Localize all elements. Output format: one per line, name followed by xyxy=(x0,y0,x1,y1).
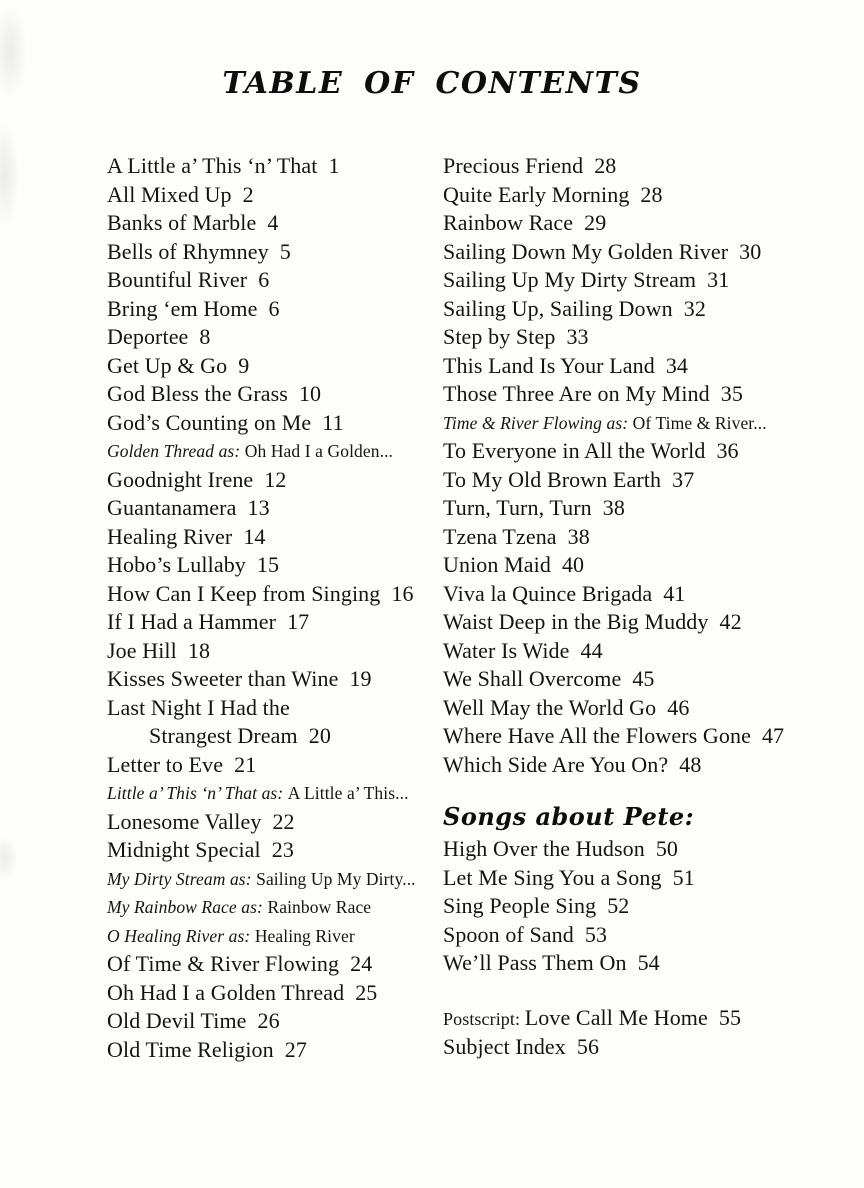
page-number: 51 xyxy=(672,864,695,890)
scan-smudge xyxy=(0,120,20,230)
song-title: Hobo’s Lullaby xyxy=(107,552,246,577)
page-number: 14 xyxy=(243,523,266,549)
page-number: 38 xyxy=(567,523,590,549)
page-number: 34 xyxy=(665,352,689,378)
page-number: 21 xyxy=(234,751,257,777)
toc-entry xyxy=(107,380,443,409)
song-title: Last Night I Had the xyxy=(107,694,290,720)
toc-entry xyxy=(107,181,443,210)
page-number: 11 xyxy=(322,409,344,435)
toc-entry xyxy=(107,950,443,979)
xref-source-title: My Rainbow Race as: xyxy=(107,897,268,917)
toc-entry xyxy=(443,352,795,381)
song-title: Tzena Tzena xyxy=(443,523,557,549)
page-number: 31 xyxy=(707,267,730,292)
page-number: 8 xyxy=(199,324,211,349)
page-number: 40 xyxy=(561,552,585,577)
page-number: 23 xyxy=(271,837,294,862)
toc-entry xyxy=(107,722,443,751)
song-title: To My Old Brown Earth xyxy=(443,466,662,492)
song-title: Old Time Religion xyxy=(107,1036,274,1062)
page-number: 6 xyxy=(268,295,280,321)
toc-entry xyxy=(443,523,795,552)
song-title: Joe Hill xyxy=(107,637,177,663)
page-number: 17 xyxy=(287,609,310,634)
song-title: Sailing Down My Golden River xyxy=(443,238,729,264)
song-title: Of Time & River Flowing xyxy=(107,951,340,976)
page-number: 12 xyxy=(264,466,287,492)
toc-column-right xyxy=(443,152,795,1064)
toc-entry xyxy=(107,836,443,865)
song-title: Turn, Turn, Turn xyxy=(443,495,592,520)
toc-entry xyxy=(107,152,443,181)
toc-columns xyxy=(107,152,795,1064)
song-title: Banks of Marble xyxy=(107,210,257,235)
toc-entry xyxy=(107,637,443,666)
page-number: 38 xyxy=(602,495,625,520)
song-title: Deportee xyxy=(107,324,189,349)
page-number: 16 xyxy=(391,580,414,606)
xref-source-title: Time & River Flowing as: xyxy=(443,412,633,433)
song-title: Love Call Me Home xyxy=(524,1004,708,1030)
xref-source-title: Golden Thread as: xyxy=(107,441,245,461)
page-number: 42 xyxy=(719,609,742,634)
page-number: 6 xyxy=(258,267,270,292)
song-title: Subject Index xyxy=(443,1034,566,1059)
xref-source-title: O Healing River as: xyxy=(107,925,255,946)
xref-source-title: Little a’ This ‘n’ That as: xyxy=(107,783,288,803)
song-title: Kisses Sweeter than Wine xyxy=(107,666,339,691)
page-number: 45 xyxy=(632,666,655,691)
toc-entry xyxy=(443,380,795,409)
page-number: 4 xyxy=(267,210,279,235)
toc-entry xyxy=(107,238,443,267)
toc-entry xyxy=(107,808,443,837)
page-number: 50 xyxy=(655,836,679,861)
page-number: 30 xyxy=(739,238,762,264)
toc-entry xyxy=(107,352,443,381)
page-number: 47 xyxy=(761,723,785,748)
toc-entry xyxy=(443,835,795,864)
xref-target-title: A Little a’ This... xyxy=(287,783,409,803)
toc-entry xyxy=(107,323,443,352)
toc-entry xyxy=(107,295,443,324)
section-heading: Songs about Pete: xyxy=(443,802,695,831)
song-title: Sailing Up My Dirty Stream xyxy=(443,267,697,292)
page-number: 19 xyxy=(349,666,372,691)
toc-entry xyxy=(107,409,443,438)
toc-entry xyxy=(443,665,795,694)
scan-smudge xyxy=(0,836,18,880)
song-title: Oh Had I a Golden Thread xyxy=(107,979,345,1005)
song-title: Viva la Quince Brigada xyxy=(443,580,653,606)
xref-target-title: Sailing Up My Dirty... xyxy=(256,868,416,889)
song-title: God Bless the Grass xyxy=(107,381,288,406)
toc-entry xyxy=(443,580,795,609)
toc-column-left xyxy=(107,152,443,1064)
song-title: Well May the World Go xyxy=(443,694,657,720)
page-number: 48 xyxy=(679,751,702,777)
toc-entry xyxy=(443,551,795,580)
song-title: Bountiful River xyxy=(107,267,248,292)
song-title: Letter to Eve xyxy=(107,751,224,777)
page-number: 5 xyxy=(279,238,291,264)
song-title: Where Have All the Flowers Gone xyxy=(443,723,751,748)
page-number: 29 xyxy=(584,210,607,235)
page-number: 10 xyxy=(298,381,322,406)
page-number: 32 xyxy=(683,295,706,321)
song-title: Old Devil Time xyxy=(107,1008,247,1033)
song-title: We Shall Overcome xyxy=(443,666,622,691)
page-number: 35 xyxy=(720,381,743,406)
toc-entry xyxy=(107,694,443,723)
toc-entry xyxy=(107,608,443,637)
song-title: Which Side Are You On? xyxy=(443,751,669,777)
page-number: 18 xyxy=(187,637,211,663)
song-title: A Little a’ This ‘n’ That xyxy=(107,153,318,178)
toc-entry xyxy=(107,551,443,580)
page-number: 37 xyxy=(672,466,695,492)
toc-entry xyxy=(107,1007,443,1036)
song-title: Rainbow Race xyxy=(443,210,574,235)
toc-entry xyxy=(107,751,443,780)
toc-entry xyxy=(107,1036,443,1065)
song-title: Sailing Up, Sailing Down xyxy=(443,295,673,321)
page-number: 2 xyxy=(242,181,254,207)
song-title: Healing River xyxy=(107,523,233,549)
toc-entry xyxy=(443,949,795,978)
song-title: Quite Early Morning xyxy=(443,181,630,207)
song-title: God’s Counting on Me xyxy=(107,409,312,435)
toc-entry xyxy=(443,323,795,352)
song-title: How Can I Keep from Singing xyxy=(107,580,381,606)
song-title: Bells of Rhymney xyxy=(107,238,269,264)
page-number: 52 xyxy=(607,893,630,918)
toc-entry xyxy=(443,295,795,324)
song-title: Those Three Are on My Mind xyxy=(443,381,710,406)
toc-xref-entry xyxy=(107,437,443,466)
page-number: 22 xyxy=(272,808,295,834)
toc-entry xyxy=(443,892,795,921)
page-number: 9 xyxy=(238,352,250,378)
page-number: 1 xyxy=(328,153,340,178)
song-title: This Land Is Your Land xyxy=(443,352,655,378)
page-number: 25 xyxy=(355,979,378,1005)
song-title: Lonesome Valley xyxy=(107,808,262,834)
toc-entry xyxy=(107,580,443,609)
song-title: Bring ‘em Home xyxy=(107,295,258,321)
song-title: Guantanamera xyxy=(107,495,237,520)
page-number: 26 xyxy=(257,1008,280,1033)
song-title: Get Up & Go xyxy=(107,352,228,378)
toc-entry xyxy=(443,751,795,780)
xref-target-title: Healing River xyxy=(254,925,355,946)
song-title: Midnight Special xyxy=(107,837,261,862)
page-number: 33 xyxy=(566,324,589,349)
page-number: 28 xyxy=(594,153,617,178)
toc-entry xyxy=(443,637,795,666)
page-number: 20 xyxy=(308,723,331,748)
toc-entry xyxy=(107,979,443,1008)
page-number: 13 xyxy=(247,495,270,520)
toc-entry xyxy=(107,665,443,694)
toc-entry xyxy=(443,864,795,893)
entry-prefix: Postscript: xyxy=(443,1008,525,1029)
song-title: High Over the Hudson xyxy=(443,836,645,861)
song-title: To Everyone in All the World xyxy=(443,438,706,463)
toc-xref-entry xyxy=(107,922,443,951)
xref-target-title: Rainbow Race xyxy=(267,897,372,917)
xref-target-title: Of Time & River... xyxy=(632,412,767,433)
toc-entry xyxy=(107,266,443,295)
toc-entry xyxy=(443,494,795,523)
column-gap xyxy=(443,779,795,799)
toc-entry xyxy=(443,181,795,210)
column-gap xyxy=(443,978,795,1004)
page-number: 15 xyxy=(256,552,280,577)
toc-entry xyxy=(443,437,795,466)
page-number: 56 xyxy=(576,1034,600,1059)
song-title: Waist Deep in the Big Muddy xyxy=(443,609,709,634)
page-number: 36 xyxy=(716,438,739,463)
toc-xref-entry xyxy=(107,893,443,922)
page-number: 41 xyxy=(663,580,686,606)
toc-entry xyxy=(443,608,795,637)
toc-entry xyxy=(443,694,795,723)
toc-entry xyxy=(443,266,795,295)
page-number: 53 xyxy=(584,921,608,947)
song-title: Let Me Sing You a Song xyxy=(443,864,662,890)
song-title: Precious Friend xyxy=(443,153,584,178)
xref-target-title: Oh Had I a Golden... xyxy=(244,441,394,461)
page-number: 24 xyxy=(350,951,373,976)
page-number: 46 xyxy=(667,694,690,720)
toc-entry xyxy=(443,1033,795,1062)
toc-entry xyxy=(443,238,795,267)
toc-entry xyxy=(443,722,795,751)
page-number: 54 xyxy=(637,950,660,975)
song-title: All Mixed Up xyxy=(107,181,232,207)
toc-entry xyxy=(107,209,443,238)
song-title: Strangest Dream xyxy=(149,723,298,748)
page-number: 27 xyxy=(284,1036,307,1062)
toc-entry xyxy=(443,209,795,238)
page-number: 28 xyxy=(640,181,663,207)
page-title: TABLE OF CONTENTS xyxy=(222,66,642,101)
toc-entry xyxy=(443,466,795,495)
song-title: Step by Step xyxy=(443,324,556,349)
toc-xref-entry xyxy=(107,865,443,894)
song-title: Goodnight Irene xyxy=(107,466,254,492)
toc-xref-entry xyxy=(443,409,795,438)
song-title: We’ll Pass Them On xyxy=(443,950,627,975)
toc-entry xyxy=(107,523,443,552)
page-number: 55 xyxy=(718,1004,742,1030)
toc-xref-entry xyxy=(107,779,443,808)
toc-entry xyxy=(107,466,443,495)
song-title: Sing People Sing xyxy=(443,893,597,918)
toc-entry xyxy=(443,152,795,181)
toc-entry xyxy=(443,921,795,950)
song-title: Spoon of Sand xyxy=(443,921,574,947)
song-title: If I Had a Hammer xyxy=(107,609,277,634)
song-title: Union Maid xyxy=(443,552,551,577)
toc-entry xyxy=(443,1004,795,1034)
xref-source-title: My Dirty Stream as: xyxy=(107,868,257,889)
page-number: 44 xyxy=(580,637,603,663)
song-title: Water Is Wide xyxy=(443,637,570,663)
toc-entry xyxy=(107,494,443,523)
